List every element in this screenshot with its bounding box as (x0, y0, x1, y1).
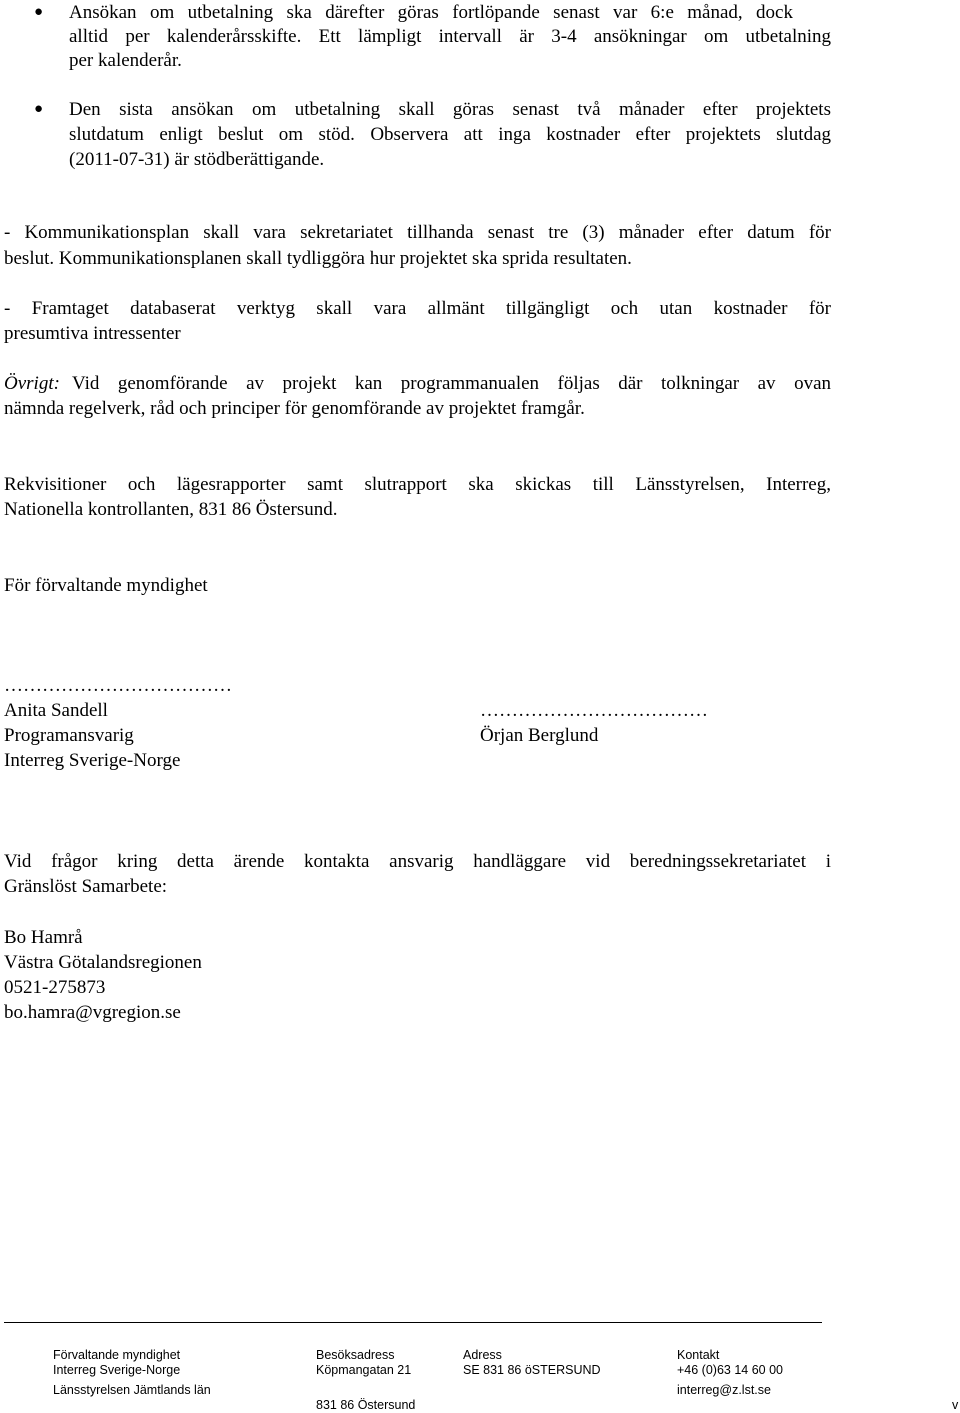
bullet-2-line-2: slutdatum enligt beslut om stöd. Observera att inga kostnader efter projektets slutdag (69, 124, 831, 145)
signatory-name: Örjan Berglund (480, 725, 599, 746)
ovrigt-line-2: nämnda regelverk, råd och principer för genomförande av projektet framgår. (4, 398, 585, 419)
footer-col1-line1: Interreg Sverige-Norge (53, 1363, 181, 1377)
contact-intro-line-2: Gränslöst Samarbete: (4, 876, 168, 897)
bullet-1-line-1: Ansökan om utbetalning ska därefter göras fortlöpande senast var 6:e månad, dock (69, 2, 793, 23)
bullet-2-line-3: (2011-07-31) är stödberättigande. (69, 149, 325, 170)
signatory-org: Interreg Sverige-Norge (4, 750, 181, 771)
contact-intro-line-1: Vid frågor kring detta ärende kontakta ansvarig handläggare vid beredningssekretariatet i (4, 851, 831, 872)
signature-line: ……………………………… (4, 675, 232, 696)
footer-col3-line1: SE 831 86 öSTERSUND (463, 1363, 601, 1377)
rekvisitioner-line-1: Rekvisitioner och lägesrapporter samt slutrapport ska skickas till Länsstyrelsen, Interreg, (4, 474, 831, 495)
verktyg-line-1: - Framtaget databaserat verktyg skall vara allmänt tillgängligt och utan kostnader för (4, 298, 831, 319)
kommunikation-line-1: - Kommunikationsplan skall vara sekretariatet tillhanda senast tre (3) månader efter datum för (4, 222, 831, 243)
footer-col1-heading: Förvaltande myndighet (53, 1348, 181, 1362)
contact-email: bo.hamra@vgregion.se (4, 1002, 181, 1023)
bullet-1-line-3: per kalenderår. (69, 50, 182, 71)
contact-phone: 0521-275873 (4, 977, 106, 998)
bullet-1-line-2: alltid per kalenderårsskifte. Ett lämpligt intervall är 3-4 ansökningar om utbetalning (69, 26, 831, 47)
rekvisitioner-line-2: Nationella kontrollanten, 831 86 Östersund. (4, 499, 338, 520)
ovrigt-label: Övrigt: (4, 373, 60, 394)
footer-col4-line2: interreg@z.lst.se (677, 1383, 771, 1397)
footer-col2-line2: 831 86 Östersund (316, 1398, 416, 1412)
signature-line: ……………………………… (480, 700, 708, 721)
footer-col2-line1: Köpmangatan 21 (316, 1363, 412, 1377)
contact-name: Bo Hamrå (4, 927, 83, 948)
verktyg-line-2: presumtiva intressenter (4, 323, 181, 344)
footer-divider (4, 1322, 822, 1323)
footer-col2-heading: Besöksadress (316, 1348, 395, 1362)
bullet-2-line-1: Den sista ansökan om utbetalning skall göras senast två månader efter projektets (69, 99, 831, 120)
footer-edge-fragment: v (952, 1398, 959, 1412)
ovrigt-line-1: Vid genomförande av projekt kan programmanualen följas där tolkningar av ovan (72, 373, 831, 394)
signatory-name: Anita Sandell (4, 700, 108, 721)
footer-col3-heading: Adress (463, 1348, 502, 1362)
kommunikation-line-2: beslut. Kommunikationsplanen skall tydliggöra hur projektet ska sprida resultaten. (4, 248, 632, 269)
footer-col4-line1: +46 (0)63 14 60 00 (677, 1363, 783, 1377)
bullet-icon: ● (34, 4, 44, 20)
contact-org: Västra Götalandsregionen (4, 952, 202, 973)
footer-col1-line2: Länsstyrelsen Jämtlands län (53, 1383, 211, 1397)
footer-col4-heading: Kontakt (677, 1348, 720, 1362)
for-forvaltande-myndighet: För förvaltande myndighet (4, 575, 208, 596)
signatory-title: Programansvarig (4, 725, 134, 746)
bullet-icon: ● (34, 101, 44, 117)
